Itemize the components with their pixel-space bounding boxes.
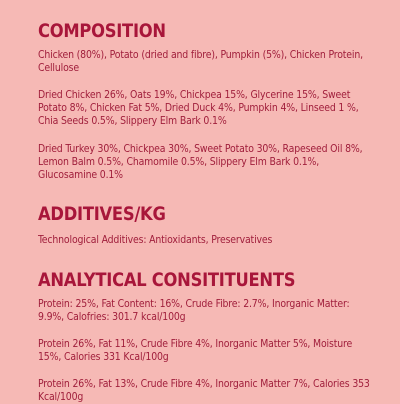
composition-paragraph-2: Dried Chicken 26%, Oats 19%, Chickpea 15%, Glycerine 15%, Sweet Potato 8%, Chicken Fat 5%, Dried Duck 4%, Pumpkin 4%, Linseed 1 %, Chia Seeds 0.5%, Slippery Elm Bark 0.1% — [38, 89, 359, 127]
analytical-paragraph-2: Protein 26%, Fat 11%, Crude Fibre 4%, Inorganic Matter 5%, Moisture 15%, Calories 331 Kcal/100g — [38, 338, 353, 363]
composition-paragraph-3: Dried Turkey 30%, Chickpea 30%, Sweet Potato 30%, Rapeseed Oil 8%, Lemon Balm 0.5%, Chamomile 0.5%, Slippery Elm Bark 0.1%, Glucosamine 0.1% — [38, 143, 363, 181]
composition-heading: COMPOSITION — [38, 20, 166, 42]
additives-section — [38, 203, 378, 247]
analytical-heading: ANALYTICAL CONSITITUENTS — [38, 269, 296, 291]
composition-paragraph-1: Chicken (80%), Potato (dried and fibre), Pumpkin (5%), Chicken Protein, Cellulose — [38, 49, 363, 74]
analytical-section — [38, 269, 378, 404]
analytical-paragraph-1: Protein: 25%, Fat Content: 16%, Crude Fibre: 2.7%, Inorganic Matter: 9.9%, Calofries: 301.7 kcal/100g — [38, 298, 350, 323]
analytical-paragraph-3: Protein 26%, Fat 13%, Crude Fibre 4%, Inorganic Matter 7%, Calories 353 Kcal/100g — [38, 378, 370, 403]
additives-heading: ADDITIVES/KG — [38, 203, 166, 225]
additives-paragraph: Technological Additives: Antioxidants, Preservatives — [38, 234, 273, 246]
composition-section — [38, 20, 378, 182]
